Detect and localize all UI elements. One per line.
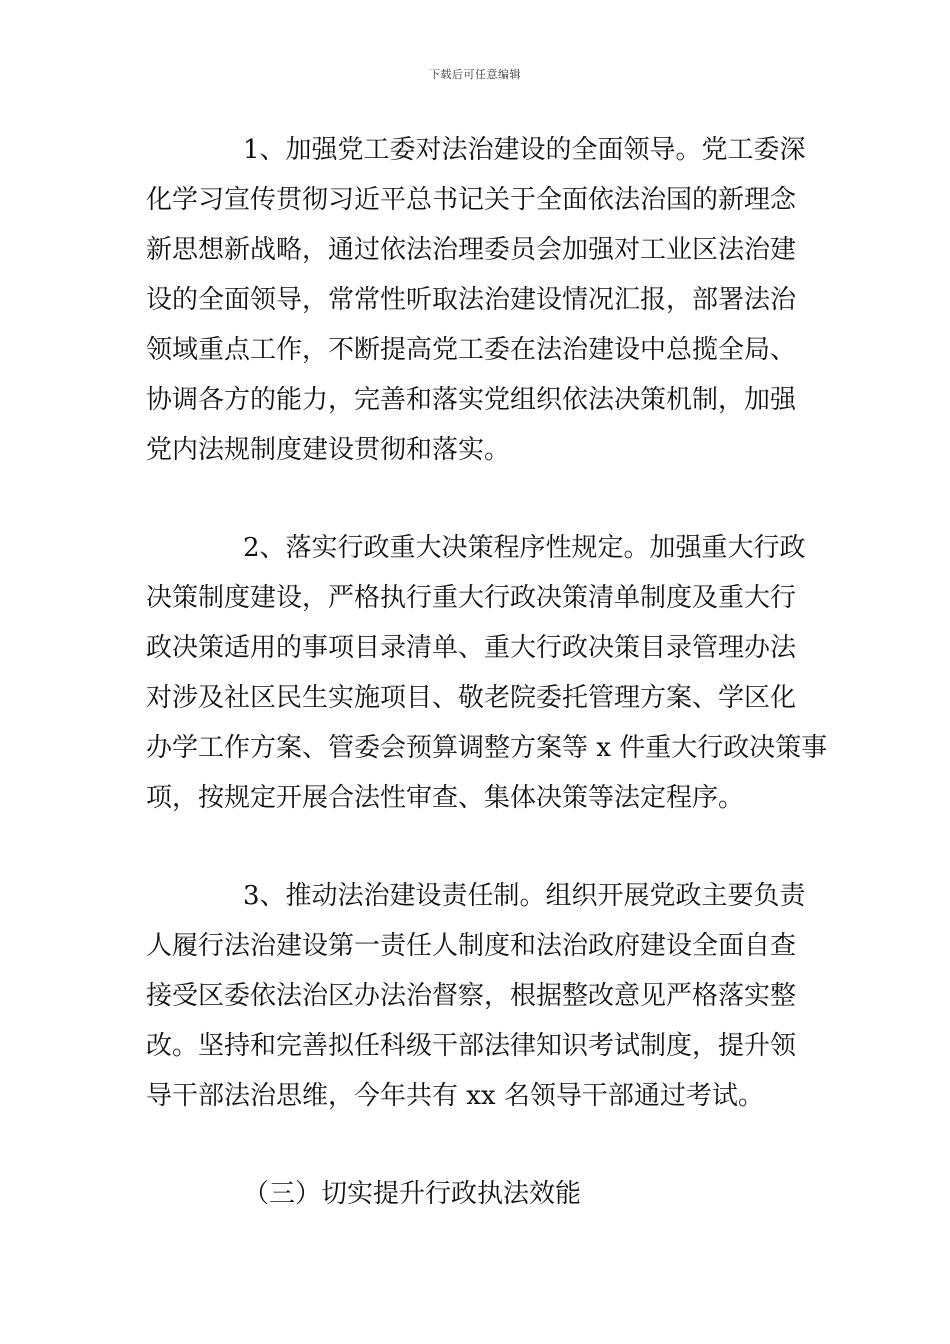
paragraph-2-line-5: 办学工作方案、管委会预算调整方案等 x 件重大行政决策事: [146, 733, 828, 763]
paragraph-2-line-6: 项，按规定开展合法性审查、集体决策等法定程序。: [146, 783, 745, 813]
paragraph-1-line-4: 设的全面领导，常常性听取法治建设情况汇报，部署法治: [146, 285, 797, 315]
paragraph-1-line-6: 协调各方的能力，完善和落实党组织依法决策机制，加强: [146, 385, 797, 415]
paragraph-3-line-5: 导干部法治思维，今年共有 xx 名领导干部通过考试。: [146, 1081, 764, 1111]
paragraph-2-line-2: 决策制度建设，严格执行重大行政决策清单制度及重大行: [146, 583, 797, 613]
paragraph-2-line-4: 对涉及社区民生实施项目、敬老院委托管理方案、学区化: [146, 683, 797, 713]
paragraph-3-line-3: 接受区委依法治区办法治督察，根据整改意见严格落实整: [146, 981, 797, 1011]
page-header: 下载后可任意编辑: [429, 68, 521, 81]
paragraph-1-line-5: 领域重点工作，不断提高党工委在法治建设中总揽全局、: [146, 335, 797, 365]
paragraph-3-line-2: 人履行法治建设第一责任人制度和法治政府建设全面自查: [146, 931, 797, 961]
paragraph-2-line-1: 2、落实行政重大决策程序性规定。加强重大行政: [243, 533, 806, 563]
paragraph-1-line-1: 1、加强党工委对法治建设的全面领导。党工委深: [243, 135, 806, 165]
paragraph-2-line-3: 政决策适用的事项目录清单、重大行政决策目录管理办法: [146, 633, 797, 663]
paragraph-3-line-4: 改。坚持和完善拟任科级干部法律知识考试制度，提升领: [146, 1031, 797, 1061]
paragraph-1-line-3: 新思想新战略，通过依法治理委员会加强对工业区法治建: [146, 235, 797, 265]
paragraph-1-line-7: 党内法规制度建设贯彻和落实。: [146, 435, 511, 465]
section-heading: （三）切实提升行政执法效能: [243, 1179, 582, 1209]
paragraph-1-line-2: 化学习宣传贯彻习近平总书记关于全面依法治国的新理念: [146, 185, 797, 215]
paragraph-3-line-1: 3、推动法治建设责任制。组织开展党政主要负责: [243, 881, 806, 911]
